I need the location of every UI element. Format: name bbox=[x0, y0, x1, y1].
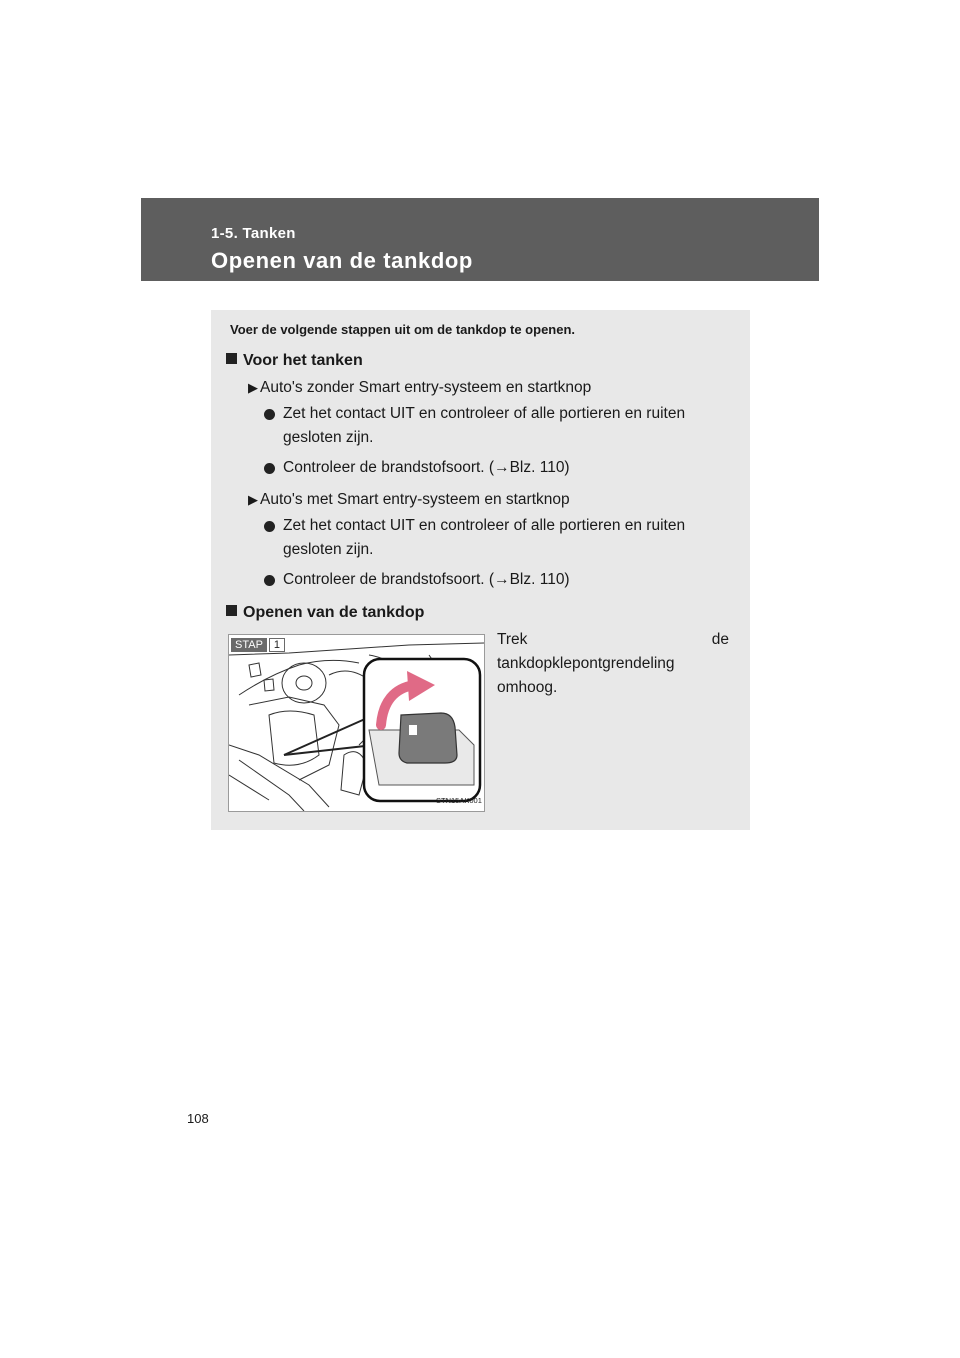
fuel-door-lever-illustration bbox=[228, 634, 485, 812]
list-item-text: Zet het contact UIT en controleer of alle portieren en ruiten gesloten zijn. bbox=[283, 405, 686, 446]
bullet-dot-icon bbox=[264, 521, 275, 532]
heading-voor-het-tanken bbox=[226, 352, 363, 370]
intro-text: Voer de volgende stappen uit om de tankdop te openen. bbox=[230, 322, 576, 337]
list-item-text: Controleer de brandstofsoort. (→Blz. 110) bbox=[283, 571, 570, 588]
car-interior-drawing bbox=[229, 635, 484, 811]
bullet-dot-icon bbox=[264, 575, 275, 586]
list-item-text: Controleer de brandstofsoort. (→Blz. 110) bbox=[283, 459, 570, 476]
triangle-right-icon: ▶ bbox=[248, 492, 258, 507]
square-bullet-icon bbox=[226, 605, 237, 616]
heading-openen-van-de-tankdop bbox=[226, 604, 424, 622]
variant-label: Auto's met Smart entry-systeem en startknop bbox=[260, 491, 570, 508]
step-instruction: Trek de tankdopklepontgrendeling omhoog. bbox=[497, 631, 729, 696]
step-badge-number: 1 bbox=[269, 638, 285, 652]
header-band bbox=[141, 198, 819, 281]
list-item bbox=[264, 402, 734, 450]
step-badge-label: STAP bbox=[231, 638, 267, 652]
triangle-right-icon: ▶ bbox=[248, 380, 258, 395]
variant-label: Auto's zonder Smart entry-systeem en startknop bbox=[260, 379, 592, 396]
page-number: 108 bbox=[187, 1111, 209, 1126]
list-item-text: Zet het contact UIT en controleer of alle portieren en ruiten gesloten zijn. bbox=[283, 517, 686, 558]
variant-without-smart-entry bbox=[248, 379, 591, 397]
list-item bbox=[264, 456, 734, 480]
bullet-dot-icon bbox=[264, 463, 275, 474]
page-title: Openen van de tankdop bbox=[211, 248, 473, 273]
figure-code: STN15AK001 bbox=[436, 796, 482, 805]
heading-label: Openen van de tankdop bbox=[243, 604, 425, 621]
variant-with-smart-entry bbox=[248, 491, 570, 509]
square-bullet-icon bbox=[226, 353, 237, 364]
section-label: 1-5. Tanken bbox=[211, 225, 296, 242]
bullet-dot-icon bbox=[264, 409, 275, 420]
list-item bbox=[264, 568, 734, 592]
heading-label: Voor het tanken bbox=[243, 352, 363, 369]
list-item bbox=[264, 514, 734, 562]
step-badge bbox=[231, 638, 285, 652]
content-box bbox=[211, 310, 750, 830]
